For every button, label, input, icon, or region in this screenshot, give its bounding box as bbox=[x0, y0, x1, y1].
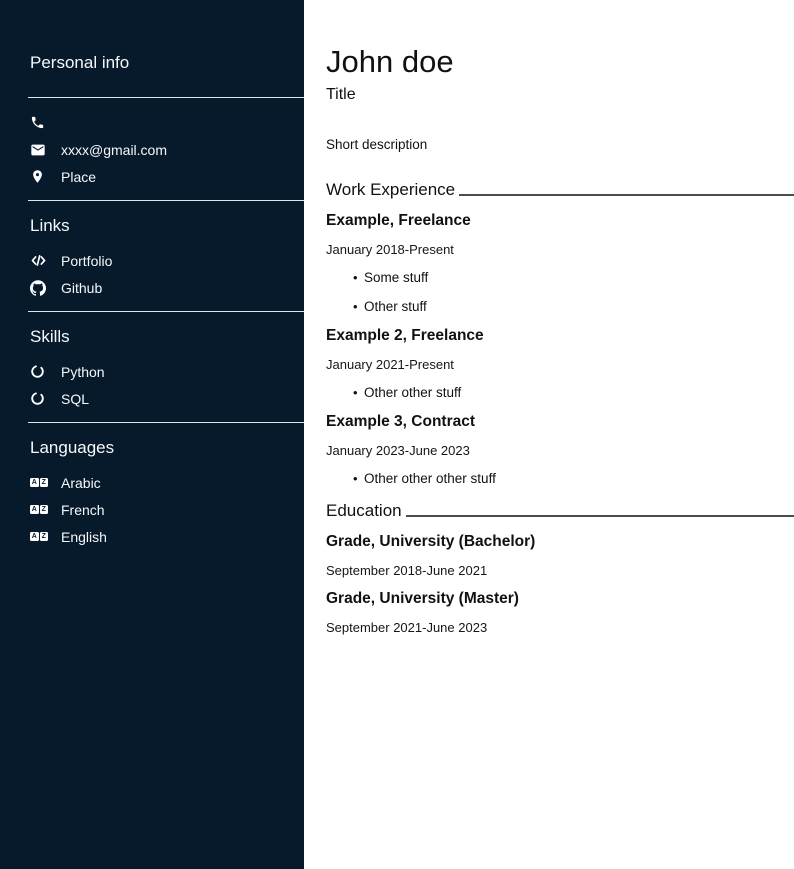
section-head-work-experience bbox=[326, 180, 794, 200]
contact-phone-row bbox=[30, 109, 304, 136]
circle-notch-icon bbox=[30, 364, 48, 379]
bullet-item: • Other other other stuff bbox=[353, 471, 794, 487]
github-label[interactable]: Github bbox=[61, 279, 103, 296]
skill-label: Python bbox=[61, 363, 105, 380]
skill-row bbox=[30, 385, 304, 412]
person-title: Title bbox=[326, 86, 356, 103]
education-period: September 2021-June 2023 bbox=[326, 620, 488, 635]
sidebar-heading-languages: Languages bbox=[30, 438, 115, 457]
github-icon bbox=[30, 280, 48, 296]
sidebar-heading-links: Links bbox=[30, 216, 70, 235]
section-rule bbox=[406, 515, 794, 517]
contact-place-row bbox=[30, 163, 304, 190]
experience-period: January 2021-Present bbox=[326, 357, 454, 372]
experience-period: January 2018-Present bbox=[326, 242, 454, 257]
links-rows bbox=[0, 247, 304, 301]
experience-bullets bbox=[326, 270, 794, 315]
experience-role: Example 2, Freelance bbox=[326, 327, 484, 344]
work-experience-heading: Work Experience bbox=[326, 180, 456, 199]
phone-icon bbox=[30, 115, 48, 130]
language-label: Arabic bbox=[61, 474, 101, 491]
person-name: John doe bbox=[326, 44, 454, 79]
bullet-item: • Some stuff bbox=[353, 270, 794, 286]
language-row bbox=[30, 469, 304, 496]
sidebar-divider bbox=[28, 97, 304, 98]
language-icon bbox=[30, 532, 48, 541]
education-period: September 2018-June 2021 bbox=[326, 563, 488, 578]
language-label: English bbox=[61, 528, 107, 545]
bullet-item: • Other other stuff bbox=[353, 385, 794, 401]
experience-bullets bbox=[326, 385, 794, 401]
sidebar-divider bbox=[28, 311, 304, 312]
skills-rows bbox=[0, 358, 304, 412]
language-row bbox=[30, 523, 304, 550]
education-heading: Education bbox=[326, 501, 402, 520]
sidebar bbox=[0, 0, 304, 869]
experience-role: Example, Freelance bbox=[326, 212, 471, 229]
portfolio-link[interactable] bbox=[30, 247, 304, 274]
email-label: xxxx@gmail.com bbox=[61, 141, 168, 158]
map-marker-icon bbox=[30, 169, 48, 184]
section-head-education bbox=[326, 501, 794, 521]
experience-bullets bbox=[326, 471, 794, 487]
sidebar-heading-skills: Skills bbox=[30, 327, 70, 346]
education-degree: Grade, University (Master) bbox=[326, 590, 519, 607]
portfolio-label[interactable]: Portfolio bbox=[61, 252, 113, 269]
skill-row bbox=[30, 358, 304, 385]
resume-main bbox=[304, 0, 794, 869]
code-icon bbox=[30, 252, 48, 269]
bullet-item: • Other stuff bbox=[353, 299, 794, 315]
languages-rows bbox=[0, 469, 304, 550]
experience-role: Example 3, Contract bbox=[326, 413, 476, 430]
skill-label: SQL bbox=[61, 390, 90, 407]
sidebar-divider bbox=[28, 200, 304, 201]
place-label: Place bbox=[61, 168, 97, 185]
sidebar-heading-personal-info: Personal info bbox=[30, 53, 130, 72]
short-description: Short description bbox=[326, 137, 428, 152]
contact-email-row bbox=[30, 136, 304, 163]
sidebar-divider bbox=[28, 422, 304, 423]
language-icon bbox=[30, 478, 48, 487]
personal-info-rows bbox=[0, 109, 304, 190]
circle-notch-icon bbox=[30, 391, 48, 406]
experience-period: January 2023-June 2023 bbox=[326, 443, 470, 458]
language-label: French bbox=[61, 501, 105, 518]
github-link[interactable] bbox=[30, 274, 304, 301]
section-rule bbox=[459, 194, 794, 196]
envelope-icon bbox=[30, 142, 48, 158]
education-degree: Grade, University (Bachelor) bbox=[326, 533, 536, 550]
language-icon bbox=[30, 505, 48, 514]
language-row bbox=[30, 496, 304, 523]
